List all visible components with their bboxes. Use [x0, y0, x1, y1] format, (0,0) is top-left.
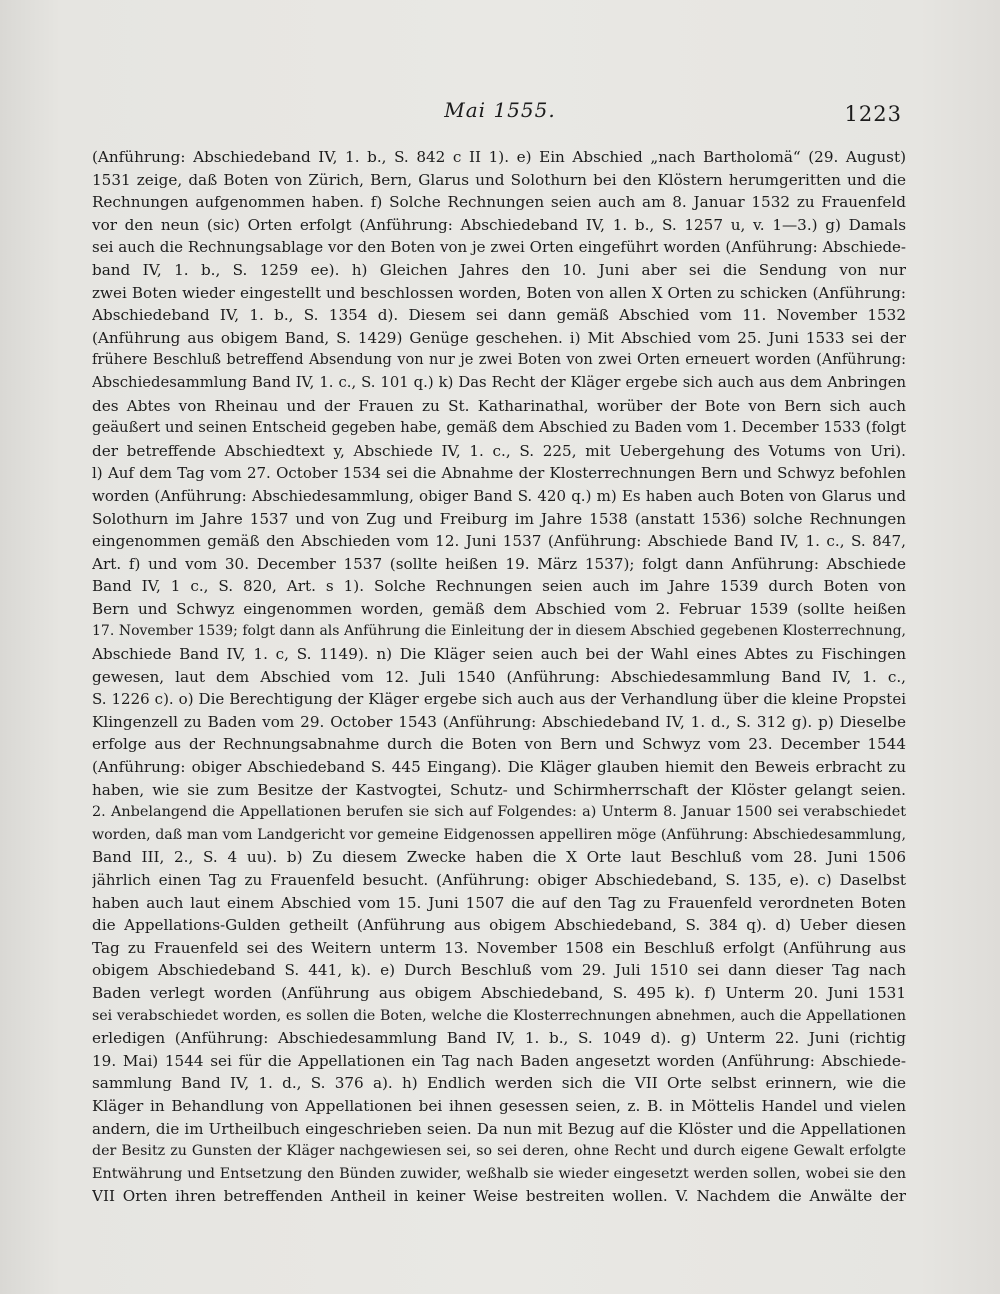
text-line: (Anführung: obiger Abschiedeband S. 445 Eingang). Die Kläger glauben hiemit den Beweis erbracht zu: [92, 758, 906, 777]
text-line: die Appellations-Gulden getheilt (Anführung aus obigem Abschiedeband, S. 384 q). d) Ueber diesen: [92, 916, 906, 935]
text-line: l) Auf dem Tag vom 27. October 1534 sei die Abnahme der Klosterrechnungen Bern und Schwyz befohlen: [92, 464, 906, 483]
text-line: 2. Anbelangend die Appellationen berufen sie sich auf Folgendes: a) Unterm 8. Januar 1500 sei verabschiedet: [92, 804, 906, 821]
text-line: Abschiedesammlung Band IV, 1. c., S. 101 q.) k) Das Recht der Kläger ergebe sich auch aus dem Anbringen: [92, 373, 906, 391]
text-line: andern, die im Urtheilbuch eingeschrieben seien. Da nun mit Bezug auf die Klöster und die Appellationen: [92, 1119, 906, 1138]
text-line: Abschiede Band IV, 1. c, S. 1149). n) Die Kläger seien auch bei der Wahl eines Abtes zu Fischingen: [92, 645, 906, 664]
text-line: Klingenzell zu Baden vom 29. October 1543 (Anführung: Abschiedeband IV, 1. d., S. 312 g). p) Dieselbe: [92, 712, 906, 731]
text-line: gewesen, laut dem Abschied vom 12. Juli 1540 (Anführung: Abschiedesammlung Band IV, 1. c.,: [92, 667, 906, 686]
text-line: sei verabschiedet worden, es sollen die Boten, welche die Klosterrechnungen abnehmen, auch die Appellationen: [92, 1007, 906, 1024]
text-line: 1531 zeige, daß Boten von Zürich, Bern, Glarus und Solothurn bei den Klöstern herumgeritten und die: [92, 170, 906, 189]
text-line: jährlich einen Tag zu Frauenfeld besucht. (Anführung: obiger Abschiedeband, S. 135, e). c) Daselbst: [92, 871, 906, 889]
text-line: VII Orten ihren betreffenden Antheil in keiner Weise bestreiten wollen. V. Nachdem die Anwälte der: [92, 1187, 906, 1206]
text-line: Entwährung und Entsetzung den Bünden zuwider, weßhalb sie wieder eingesetzt werden sollen, wobei sie den: [92, 1165, 906, 1182]
text-line: geäußert und seinen Entscheid gegeben habe, gemäß dem Abschied zu Baden vom 1. December 1533 (folgt: [92, 419, 906, 437]
text-line: S. 1226 c). o) Die Berechtigung der Kläger ergebe sich auch aus der Verhandlung über die kleine Propstei: [92, 690, 906, 709]
page-number: 1223: [844, 102, 902, 126]
text-line: eingenommen gemäß den Abschieden vom 12. Juni 1537 (Anführung: Abschiede Band IV, 1. c., S. 847,: [92, 532, 906, 551]
body-text: [92, 146, 906, 1208]
text-line: Abschiedeband IV, 1. b., S. 1354 d). Diesem sei dann gemäß Abschied vom 11. November 1532: [92, 306, 906, 325]
running-title: Mai 1555.: [444, 98, 556, 122]
text-line: frühere Beschluß betreffend Absendung von nur je zwei Boten von zwei Orten erneuert worden (Anführung:: [92, 351, 906, 369]
text-line: worden, daß man vom Landgericht vor gemeine Eidgenossen appelliren möge (Anführung: Abschiedesammlung,: [92, 826, 906, 843]
text-line: Bern und Schwyz eingenommen worden, gemäß dem Abschied vom 2. Februar 1539 (sollte heißen: [92, 599, 906, 618]
text-line: (Anführung aus obigem Band, S. 1429) Genüge geschehen. i) Mit Abschied vom 25. Juni 1533 sei der: [92, 328, 906, 347]
text-line: der Besitz zu Gunsten der Kläger nachgewiesen sei, so sei deren, ohne Recht und durch eigene Gewalt erfolgte: [92, 1143, 906, 1160]
text-line: zwei Boten wieder eingestellt und beschlossen worden, Boten von allen X Orten zu schicken (Anführung:: [92, 283, 906, 302]
text-line: Art. f) und vom 30. December 1537 (sollte heißen 19. März 1537); folgt dann Anführung: Abschiede: [92, 554, 906, 573]
text-line: Rechnungen aufgenommen haben. f) Solche Rechnungen seien auch am 8. Januar 1532 zu Frauenfeld: [92, 193, 906, 212]
text-line: erledigen (Anführung: Abschiedesammlung Band IV, 1. b., S. 1049 d). g) Unterm 22. Juni (richtig: [92, 1029, 906, 1048]
text-line: (Anführung: Abschiedeband IV, 1. b., S. 842 c II 1). e) Ein Abschied „nach Bartholomä“ (29. August): [92, 148, 906, 166]
text-line: band IV, 1. b., S. 1259 ee). h) Gleichen Jahres den 10. Juni aber sei die Sendung von nur: [92, 260, 906, 279]
text-line: haben auch laut einem Abschied vom 15. Juni 1507 die auf den Tag zu Frauenfeld verordneten Boten: [92, 893, 906, 912]
text-line: haben, wie sie zum Besitze der Kastvogtei, Schutz- und Schirmherrschaft der Klöster gelangt seien.: [92, 780, 906, 799]
text-line: Band IV, 1 c., S. 820, Art. s 1). Solche Rechnungen seien auch im Jahre 1539 durch Boten von: [92, 577, 906, 596]
text-line: sei auch die Rechnungsablage vor den Boten von je zwei Orten eingeführt worden (Anführung: Abschiede-: [92, 238, 906, 257]
text-line: worden (Anführung: Abschiedesammlung, obiger Band S. 420 q.) m) Es haben auch Boten von Glarus und: [92, 486, 906, 505]
text-line: Solothurn im Jahre 1537 und von Zug und Freiburg im Jahre 1538 (anstatt 1536) solche Rechnungen: [92, 509, 906, 528]
text-line: vor den neun (sic) Orten erfolgt (Anführung: Abschiedeband IV, 1. b., S. 1257 u, v. 1—3.) g) Damals: [92, 215, 906, 234]
text-line: Tag zu Frauenfeld sei des Weitern unterm 13. November 1508 ein Beschluß erfolgt (Anführung aus: [92, 938, 906, 957]
text-line: 17. November 1539; folgt dann als Anführung die Einleitung der in diesem Abschied gegebenen Klosterrechnung,: [92, 623, 906, 640]
text-line: Band III, 2., S. 4 uu). b) Zu diesem Zwecke haben die X Orte laut Beschluß vom 28. Juni 1506: [92, 848, 906, 867]
text-line: der betreffende Abschiedtext y, Abschiede IV, 1. c., S. 225, mit Uebergehung des Votums von Uri).: [92, 441, 906, 460]
text-line: 19. Mai) 1544 sei für die Appellationen ein Tag nach Baden angesetzt worden (Anführung: Abschiede-: [92, 1051, 906, 1070]
text-line: erfolge aus der Rechnungsabnahme durch die Boten von Bern und Schwyz vom 23. December 1544: [92, 735, 906, 754]
text-line: obigem Abschiedeband S. 441, k). e) Durch Beschluß vom 29. Juli 1510 sei dann dieser Tag nach: [92, 961, 906, 980]
text-line: sammlung Band IV, 1. d., S. 376 a). h) Endlich werden sich die VII Orte selbst erinnern, wie die: [92, 1074, 906, 1093]
page-header: [90, 98, 910, 134]
text-line: des Abtes von Rheinau und der Frauen zu St. Katharinathal, worüber der Bote von Bern sich auch: [92, 396, 906, 415]
text-line: Kläger in Behandlung von Appellationen bei ihnen gesessen seien, z. B. in Möttelis Handel und vielen: [92, 1096, 906, 1115]
text-line: Baden verlegt worden (Anführung aus obigem Abschiedeband, S. 495 k). f) Unterm 20. Juni 1531: [92, 983, 906, 1002]
